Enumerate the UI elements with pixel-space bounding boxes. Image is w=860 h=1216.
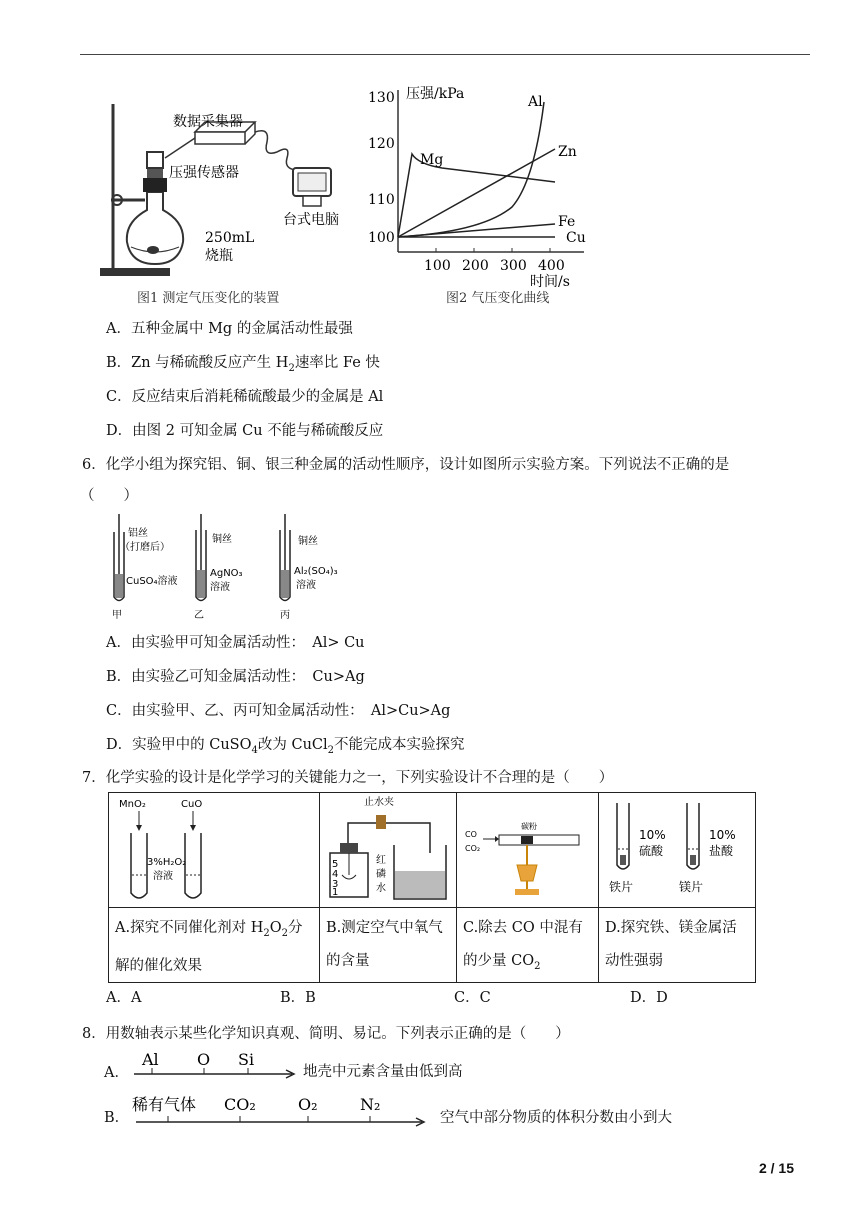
label-data-collector: 数据采集器 [173, 114, 243, 130]
tube-bing-label: 丙 [280, 610, 290, 621]
q6-figure-test-tubes [106, 512, 356, 624]
q5-option-a: A．五种金属中 Mg 的金属活动性最强 [106, 321, 353, 337]
curve-al [398, 102, 544, 237]
svg-text:铁片: 铁片 [609, 880, 634, 894]
q5-option-b: B．Zn 与稀硫酸反应产生 $H_2$速率比 Fe 快 [106, 355, 380, 374]
xtick-300: 300 [500, 258, 527, 274]
svg-text:MnO₂: MnO₂ [119, 799, 146, 810]
q7-cell-c-text: C.除去 CO 中混有的少量 $CO_2$ [463, 920, 583, 972]
axis-a-item-al: Al [142, 1050, 159, 1069]
svg-text:硫酸: 硫酸 [639, 844, 664, 858]
axis-a-item-o: O [197, 1050, 211, 1069]
label-flask-volume: 250mL [205, 230, 255, 246]
tube-jia-solution-label: CuSO₄溶液 [126, 576, 178, 587]
tube-jia-label: 甲 [112, 610, 122, 621]
q6-option-c: C．由实验甲、乙、丙可知金属活动性： Al>Cu>Ag [106, 703, 451, 719]
q7-table [108, 792, 756, 983]
svg-text:水: 水 [376, 883, 386, 894]
ytick-100: 100 [368, 230, 395, 246]
svg-text:3: 3 [332, 879, 339, 890]
q7-cell-b-image [320, 793, 456, 907]
q5-option-c: C．反应结束后消耗稀硫酸最少的金属是 Al [106, 389, 384, 405]
tube-jia-note-label: （打磨后） [120, 542, 170, 553]
svg-text:止水夹: 止水夹 [364, 797, 394, 808]
q7-cell-c-image [457, 793, 598, 907]
tube-bing-solution-label-2: 溶液 [296, 580, 316, 591]
axis-b-item-n2: N₂ [360, 1095, 381, 1114]
q7-cell-b-text: B.测定空气中氧气的含量 [326, 920, 443, 969]
ytick-110: 110 [368, 192, 395, 208]
q6-option-a: A．由实验甲可知金属活动性： Al> Cu [106, 635, 365, 651]
tube-bing-solution-label-1: Al₂(SO₄)₃ [294, 566, 338, 577]
svg-text:4: 4 [332, 869, 339, 880]
y-axis-label: 压强/kPa [406, 86, 465, 102]
svg-text:镁片: 镁片 [679, 880, 704, 894]
q8-option-a-axis [132, 1050, 302, 1084]
axis-b-item-noble-gas: 稀有气体 [132, 1095, 197, 1114]
series-label-cu: Cu [566, 230, 586, 246]
label-desktop-pc: 台式电脑 [283, 212, 339, 228]
svg-text:10%: 10% [709, 828, 736, 842]
svg-text:磷: 磷 [376, 869, 386, 880]
svg-text:10%: 10% [639, 828, 666, 842]
ytick-120: 120 [368, 136, 395, 152]
header-rule [80, 54, 810, 55]
curve-fe [398, 224, 555, 237]
svg-text:3%H₂O₂: 3%H₂O₂ [147, 857, 187, 868]
q7-answer-c: C．C [454, 990, 491, 1006]
q8-option-a-text: 地壳中元素含量由低到高 [303, 1064, 463, 1080]
xtick-200: 200 [462, 258, 489, 274]
tube-yi-wire-label: 铜丝 [212, 534, 232, 545]
svg-text:CO₂: CO₂ [465, 844, 481, 853]
q7-cell-a-text: A.探究不同催化剂对 $H_2O_2$分解的催化效果 [115, 920, 303, 974]
series-label-fe: Fe [558, 214, 576, 230]
q7-cell-d-text: D.探究铁、镁金属活动性强弱 [605, 920, 737, 969]
tube-bing-wire-label: 铜丝 [298, 536, 318, 547]
axis-b-item-co2: CO₂ [224, 1095, 256, 1114]
tube-yi-solution-label-2: 溶液 [210, 582, 230, 593]
q6-option-b: B．由实验乙可知金属活动性： Cu>Ag [106, 669, 365, 685]
q8-option-b-text: 空气中部分物质的体积分数由小到大 [440, 1110, 672, 1126]
svg-text:1: 1 [332, 887, 339, 898]
label-flask: 烧瓶 [205, 248, 233, 264]
q8-option-b-label: B． [104, 1110, 130, 1126]
series-label-mg: Mg [420, 152, 444, 168]
q7-cell-a-image [109, 793, 319, 907]
q7-answer-d: D．D [630, 990, 668, 1006]
axis-b-item-o2: O₂ [298, 1095, 318, 1114]
x-axis-label: 时间/s [530, 274, 570, 290]
svg-text:碳粉: 碳粉 [521, 822, 537, 831]
tube-jia-wire-label: 铝丝 [128, 528, 148, 539]
q6-stem: 6．化学小组为探究铝、铜、银三种金属的活动性顺序，设计如图所示实验方案。下列说法不正确的是 [82, 457, 730, 473]
svg-text:CO: CO [465, 830, 477, 839]
svg-text:盐酸: 盐酸 [709, 844, 734, 858]
q7-answer-b: B．B [280, 990, 316, 1006]
q6-option-d: D．实验甲中的 CuSO$_4$改为 CuCl$_2$不能完成本实验探究 [106, 737, 465, 756]
figure-1-apparatus [95, 82, 365, 312]
q7-answer-a: A．A [106, 990, 142, 1006]
q8-option-a-label: A． [104, 1065, 129, 1081]
xtick-100: 100 [424, 258, 451, 274]
tube-yi-solution-label-1: AgNO₃ [210, 568, 243, 579]
figure-2-chart [362, 82, 622, 312]
svg-text:5: 5 [332, 859, 339, 870]
page-number: 2 / 15 [758, 1160, 794, 1176]
q6-stem-bracket: （ ） [80, 488, 138, 504]
label-pressure-sensor: 压强传感器 [169, 165, 239, 181]
figure-2-caption: 图2 气压变化曲线 [446, 291, 550, 306]
q7-cell-d-image [599, 793, 755, 907]
q8-option-b-axis [130, 1092, 430, 1134]
ytick-130: 130 [368, 90, 395, 106]
q7-stem: 7．化学实验的设计是化学学习的关键能力之一，下列实验设计不合理的是（ ） [82, 770, 614, 786]
q8-stem: 8．用数轴表示某些化学知识真观、简明、易记。下列表示正确的是（ ） [82, 1026, 570, 1042]
axis-a-item-si: Si [238, 1050, 255, 1069]
tube-yi-label: 乙 [194, 610, 204, 621]
q5-option-d: D．由图 2 可知金属 Cu 不能与稀硫酸反应 [106, 423, 384, 439]
series-label-al: Al [528, 94, 543, 110]
svg-text:红: 红 [376, 855, 386, 866]
series-label-zn: Zn [558, 144, 577, 160]
figure-1-caption: 图1 测定气压变化的装置 [137, 291, 280, 306]
svg-text:溶液: 溶液 [153, 871, 173, 882]
svg-text:CuO: CuO [181, 799, 203, 810]
xtick-400: 400 [538, 258, 565, 274]
